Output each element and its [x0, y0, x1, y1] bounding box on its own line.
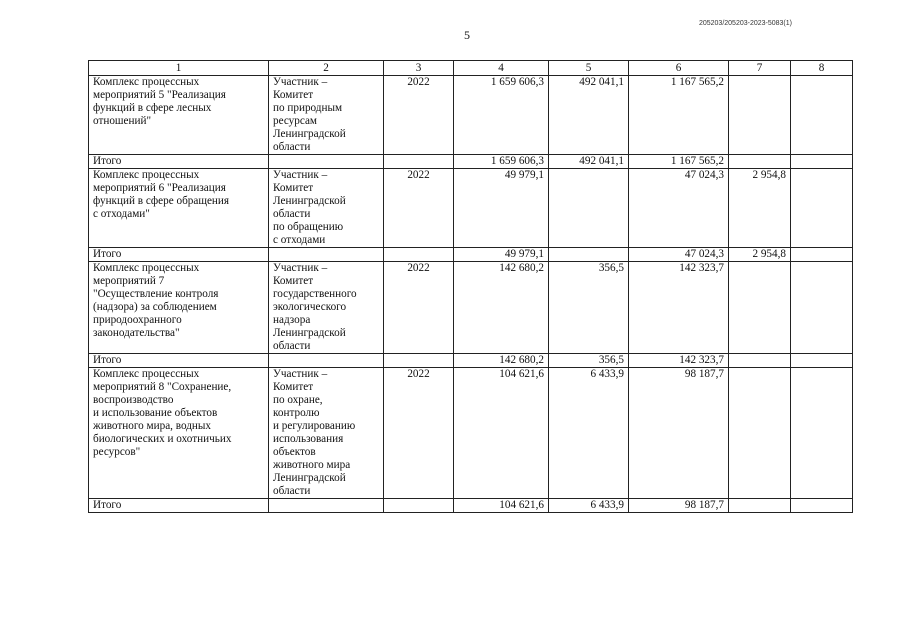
total-col5: 356,5 — [549, 354, 629, 368]
amount-col8 — [791, 262, 853, 354]
year-cell: 2022 — [384, 169, 454, 248]
total-col4: 49 979,1 — [454, 248, 549, 262]
empty-cell — [384, 354, 454, 368]
total-col6: 1 167 565,2 — [629, 155, 729, 169]
amount-col8 — [791, 76, 853, 155]
column-header-8: 8 — [791, 61, 853, 76]
total-col5: 6 433,9 — [549, 499, 629, 513]
amount-col5 — [549, 169, 629, 248]
total-label: Итого — [89, 248, 269, 262]
total-col8 — [791, 155, 853, 169]
amount-col4: 1 659 606,3 — [454, 76, 549, 155]
amount-col6: 1 167 565,2 — [629, 76, 729, 155]
program-name: Комплекс процессных мероприятий 5 "Реализация функций в сфере лесных отношений" — [89, 76, 269, 155]
column-header-2: 2 — [269, 61, 384, 76]
table-row — [89, 76, 853, 155]
amount-col7 — [729, 76, 791, 155]
empty-cell — [269, 155, 384, 169]
amount-col5: 492 041,1 — [549, 76, 629, 155]
total-col4: 104 621,6 — [454, 499, 549, 513]
table-row — [89, 262, 853, 354]
table-row — [89, 368, 853, 499]
program-name: Комплекс процессных мероприятий 7 "Осуществление контроля (надзора) за соблюдением природоохранного законодательства" — [89, 262, 269, 354]
amount-col7 — [729, 262, 791, 354]
total-label: Итого — [89, 499, 269, 513]
amount-col6: 142 323,7 — [629, 262, 729, 354]
total-row — [89, 354, 853, 368]
program-name: Комплекс процессных мероприятий 6 "Реализация функций в сфере обращения с отходами" — [89, 169, 269, 248]
amount-col7 — [729, 368, 791, 499]
total-col4: 1 659 606,3 — [454, 155, 549, 169]
page-number: 5 — [464, 28, 470, 42]
total-col5: 492 041,1 — [549, 155, 629, 169]
column-header-6: 6 — [629, 61, 729, 76]
column-header-4: 4 — [454, 61, 549, 76]
total-col7 — [729, 354, 791, 368]
total-col5 — [549, 248, 629, 262]
total-col8 — [791, 354, 853, 368]
responsible-party: Участник – Комитет Ленинградской области по обращению с отходами — [269, 169, 384, 248]
responsible-party: Участник – Комитет государственного экологического надзора Ленинградской области — [269, 262, 384, 354]
total-label: Итого — [89, 354, 269, 368]
column-number-row — [89, 61, 853, 76]
empty-cell — [269, 248, 384, 262]
table-row — [89, 169, 853, 248]
year-cell: 2022 — [384, 368, 454, 499]
total-col8 — [791, 499, 853, 513]
total-col8 — [791, 248, 853, 262]
year-cell: 2022 — [384, 76, 454, 155]
amount-col7: 2 954,8 — [729, 169, 791, 248]
document-id: 205203/205203-2023-5083(1) — [698, 20, 792, 27]
column-header-1: 1 — [89, 61, 269, 76]
total-col6: 47 024,3 — [629, 248, 729, 262]
program-name: Комплекс процессных мероприятий 8 "Сохранение, воспроизводство и использование объектов животного мира, водных биологических и охотничьих ресурсов" — [89, 368, 269, 499]
amount-col4: 142 680,2 — [454, 262, 549, 354]
amount-col8 — [791, 368, 853, 499]
amount-col8 — [791, 169, 853, 248]
year-cell: 2022 — [384, 262, 454, 354]
total-col6: 142 323,7 — [629, 354, 729, 368]
empty-cell — [269, 354, 384, 368]
amount-col5: 6 433,9 — [549, 368, 629, 499]
column-header-5: 5 — [549, 61, 629, 76]
empty-cell — [384, 155, 454, 169]
total-row — [89, 499, 853, 513]
total-col4: 142 680,2 — [454, 354, 549, 368]
responsible-party: Участник – Комитет по охране, контролю и регулированию использования объектов животного мира Ленинградской области — [269, 368, 384, 499]
budget-table — [88, 60, 853, 513]
total-col7: 2 954,8 — [729, 248, 791, 262]
amount-col4: 49 979,1 — [454, 169, 549, 248]
amount-col6: 98 187,7 — [629, 368, 729, 499]
total-label: Итого — [89, 155, 269, 169]
total-col6: 98 187,7 — [629, 499, 729, 513]
column-header-7: 7 — [729, 61, 791, 76]
total-col7 — [729, 499, 791, 513]
amount-col6: 47 024,3 — [629, 169, 729, 248]
amount-col5: 356,5 — [549, 262, 629, 354]
total-row — [89, 155, 853, 169]
total-row — [89, 248, 853, 262]
responsible-party: Участник – Комитет по природным ресурсам Ленинградской области — [269, 76, 384, 155]
column-header-3: 3 — [384, 61, 454, 76]
empty-cell — [384, 248, 454, 262]
amount-col4: 104 621,6 — [454, 368, 549, 499]
empty-cell — [269, 499, 384, 513]
total-col7 — [729, 155, 791, 169]
empty-cell — [384, 499, 454, 513]
